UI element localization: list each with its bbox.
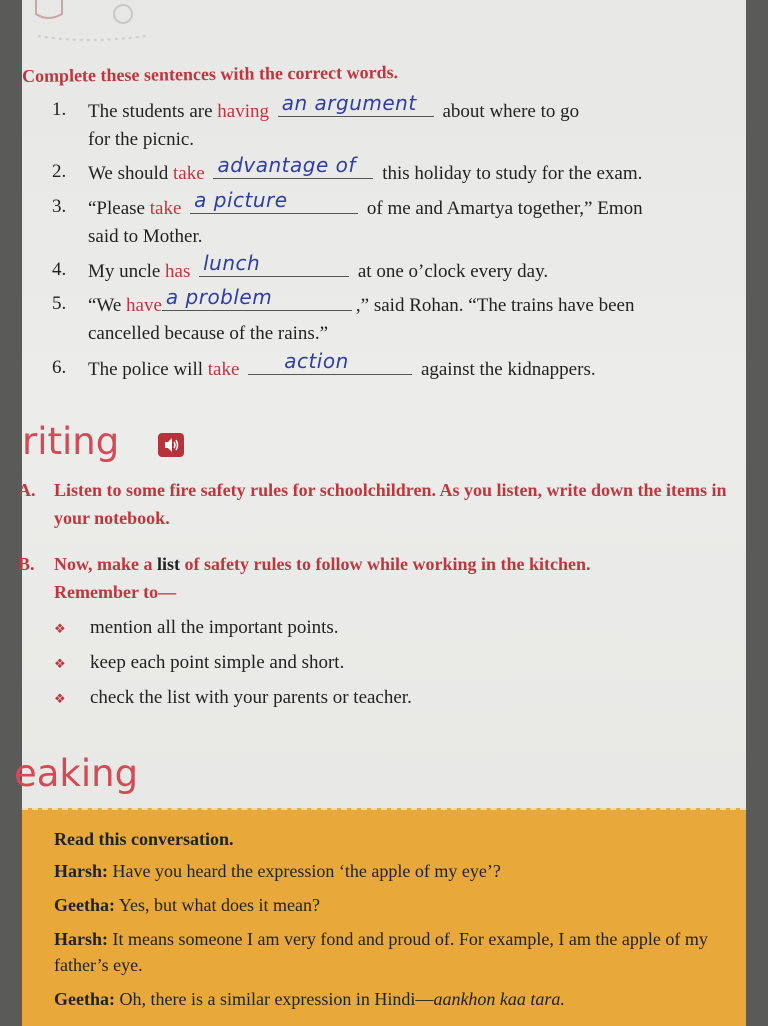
highlight-verb: take (207, 359, 240, 380)
line-text: Have you heard the expression ‘the apple of my eye’? (108, 861, 501, 881)
speaker-name: Harsh: (54, 929, 108, 949)
diamond-bullet-icon: ❖ (54, 656, 66, 671)
task-keyword: list (157, 554, 181, 574)
question-text: about where to go (437, 101, 580, 122)
question-text-continued: for the picnic. (88, 129, 195, 150)
handwritten-answer: lunch (203, 251, 261, 275)
task-label: B. (18, 554, 35, 574)
exercise-instruction: Complete these sentences with the correct words. (21, 62, 399, 86)
section-title-speaking: eaking (14, 752, 139, 795)
answer-blank[interactable] (199, 251, 349, 277)
section-title-writing: riting (22, 420, 120, 463)
conversation-line (54, 892, 744, 918)
question-text: The students are (88, 101, 218, 122)
task-label: A. (18, 480, 36, 500)
answer-blank[interactable] (278, 91, 434, 117)
question-number: 6. (52, 357, 67, 378)
question-text: at one o’clock every day. (353, 261, 549, 282)
question-text: “Please (88, 198, 150, 219)
speaker-name: Geetha: (54, 989, 115, 1009)
bullet-text: mention all the important points. (90, 617, 339, 638)
conversation-line (54, 986, 744, 1012)
speaker-name: Harsh: (54, 861, 108, 881)
conversation-line (54, 926, 744, 978)
task-text: Now, make a (54, 554, 157, 574)
question-number: 3. (52, 196, 67, 217)
textbook-page (14, 0, 746, 1024)
task-text: of safety rules to follow while working in the kitchen. (180, 554, 591, 574)
question-text: against the kidnappers. (416, 359, 596, 380)
handwritten-answer: advantage of (217, 153, 356, 177)
answer-blank[interactable] (190, 188, 358, 214)
speaker-name: Geetha: (54, 895, 115, 915)
answer-blank[interactable] (213, 153, 373, 179)
line-text: Oh, there is a similar expression in Hindi— (114, 989, 434, 1009)
handwritten-answer: an argument (281, 91, 417, 115)
handwritten-answer: a picture (194, 188, 288, 212)
conversation-line (54, 858, 744, 884)
question-text: of me and Amartya together,” Emon (362, 198, 643, 219)
question-text: ,” said Rohan. “The trains have been (355, 295, 635, 316)
question-text-continued: cancelled because of the rains.” (88, 323, 329, 344)
highlight-verb: has (165, 261, 191, 282)
conversation-intro: Read this conversation. (54, 829, 234, 849)
line-text: Yes, but what does it mean? (114, 895, 320, 915)
decorative-doodle (28, 0, 148, 44)
task-remember: Remember to— (54, 582, 177, 602)
highlight-verb: take (149, 198, 182, 219)
question-text-continued: said to Mother. (88, 226, 203, 247)
answer-blank[interactable] (248, 349, 412, 375)
diamond-bullet-icon: ❖ (54, 691, 66, 706)
question-text: “We (88, 295, 127, 316)
answer-blank[interactable] (162, 285, 352, 311)
highlight-verb: take (173, 163, 205, 184)
line-text: It means someone I am very fond and proud of. For example, I am the apple of my father’s eye. (54, 929, 708, 975)
task-text: Listen to some fire safety rules for schoolchildren. As you listen, write down the items in your notebook. (54, 480, 727, 528)
question-number: 1. (52, 99, 67, 120)
bullet-text: check the list with your parents or teacher. (90, 687, 412, 708)
handwritten-answer: action (284, 349, 349, 373)
question-text: We should (88, 163, 174, 184)
question-text: The police will (88, 359, 208, 380)
bullet-text: keep each point simple and short. (90, 652, 345, 673)
highlight-verb: have (126, 295, 162, 316)
line-italic-text: aankhon kaa tara. (433, 989, 565, 1009)
question-number: 4. (52, 259, 67, 280)
highlight-verb: having (217, 101, 269, 122)
question-number: 2. (52, 161, 67, 182)
question-text: this holiday to study for the exam. (377, 163, 643, 184)
question-text: My uncle (88, 261, 166, 282)
question-number: 5. (52, 293, 67, 314)
audio-speaker-icon[interactable] (158, 433, 184, 457)
handwritten-answer: a problem (165, 285, 273, 309)
diamond-bullet-icon: ❖ (54, 621, 66, 636)
